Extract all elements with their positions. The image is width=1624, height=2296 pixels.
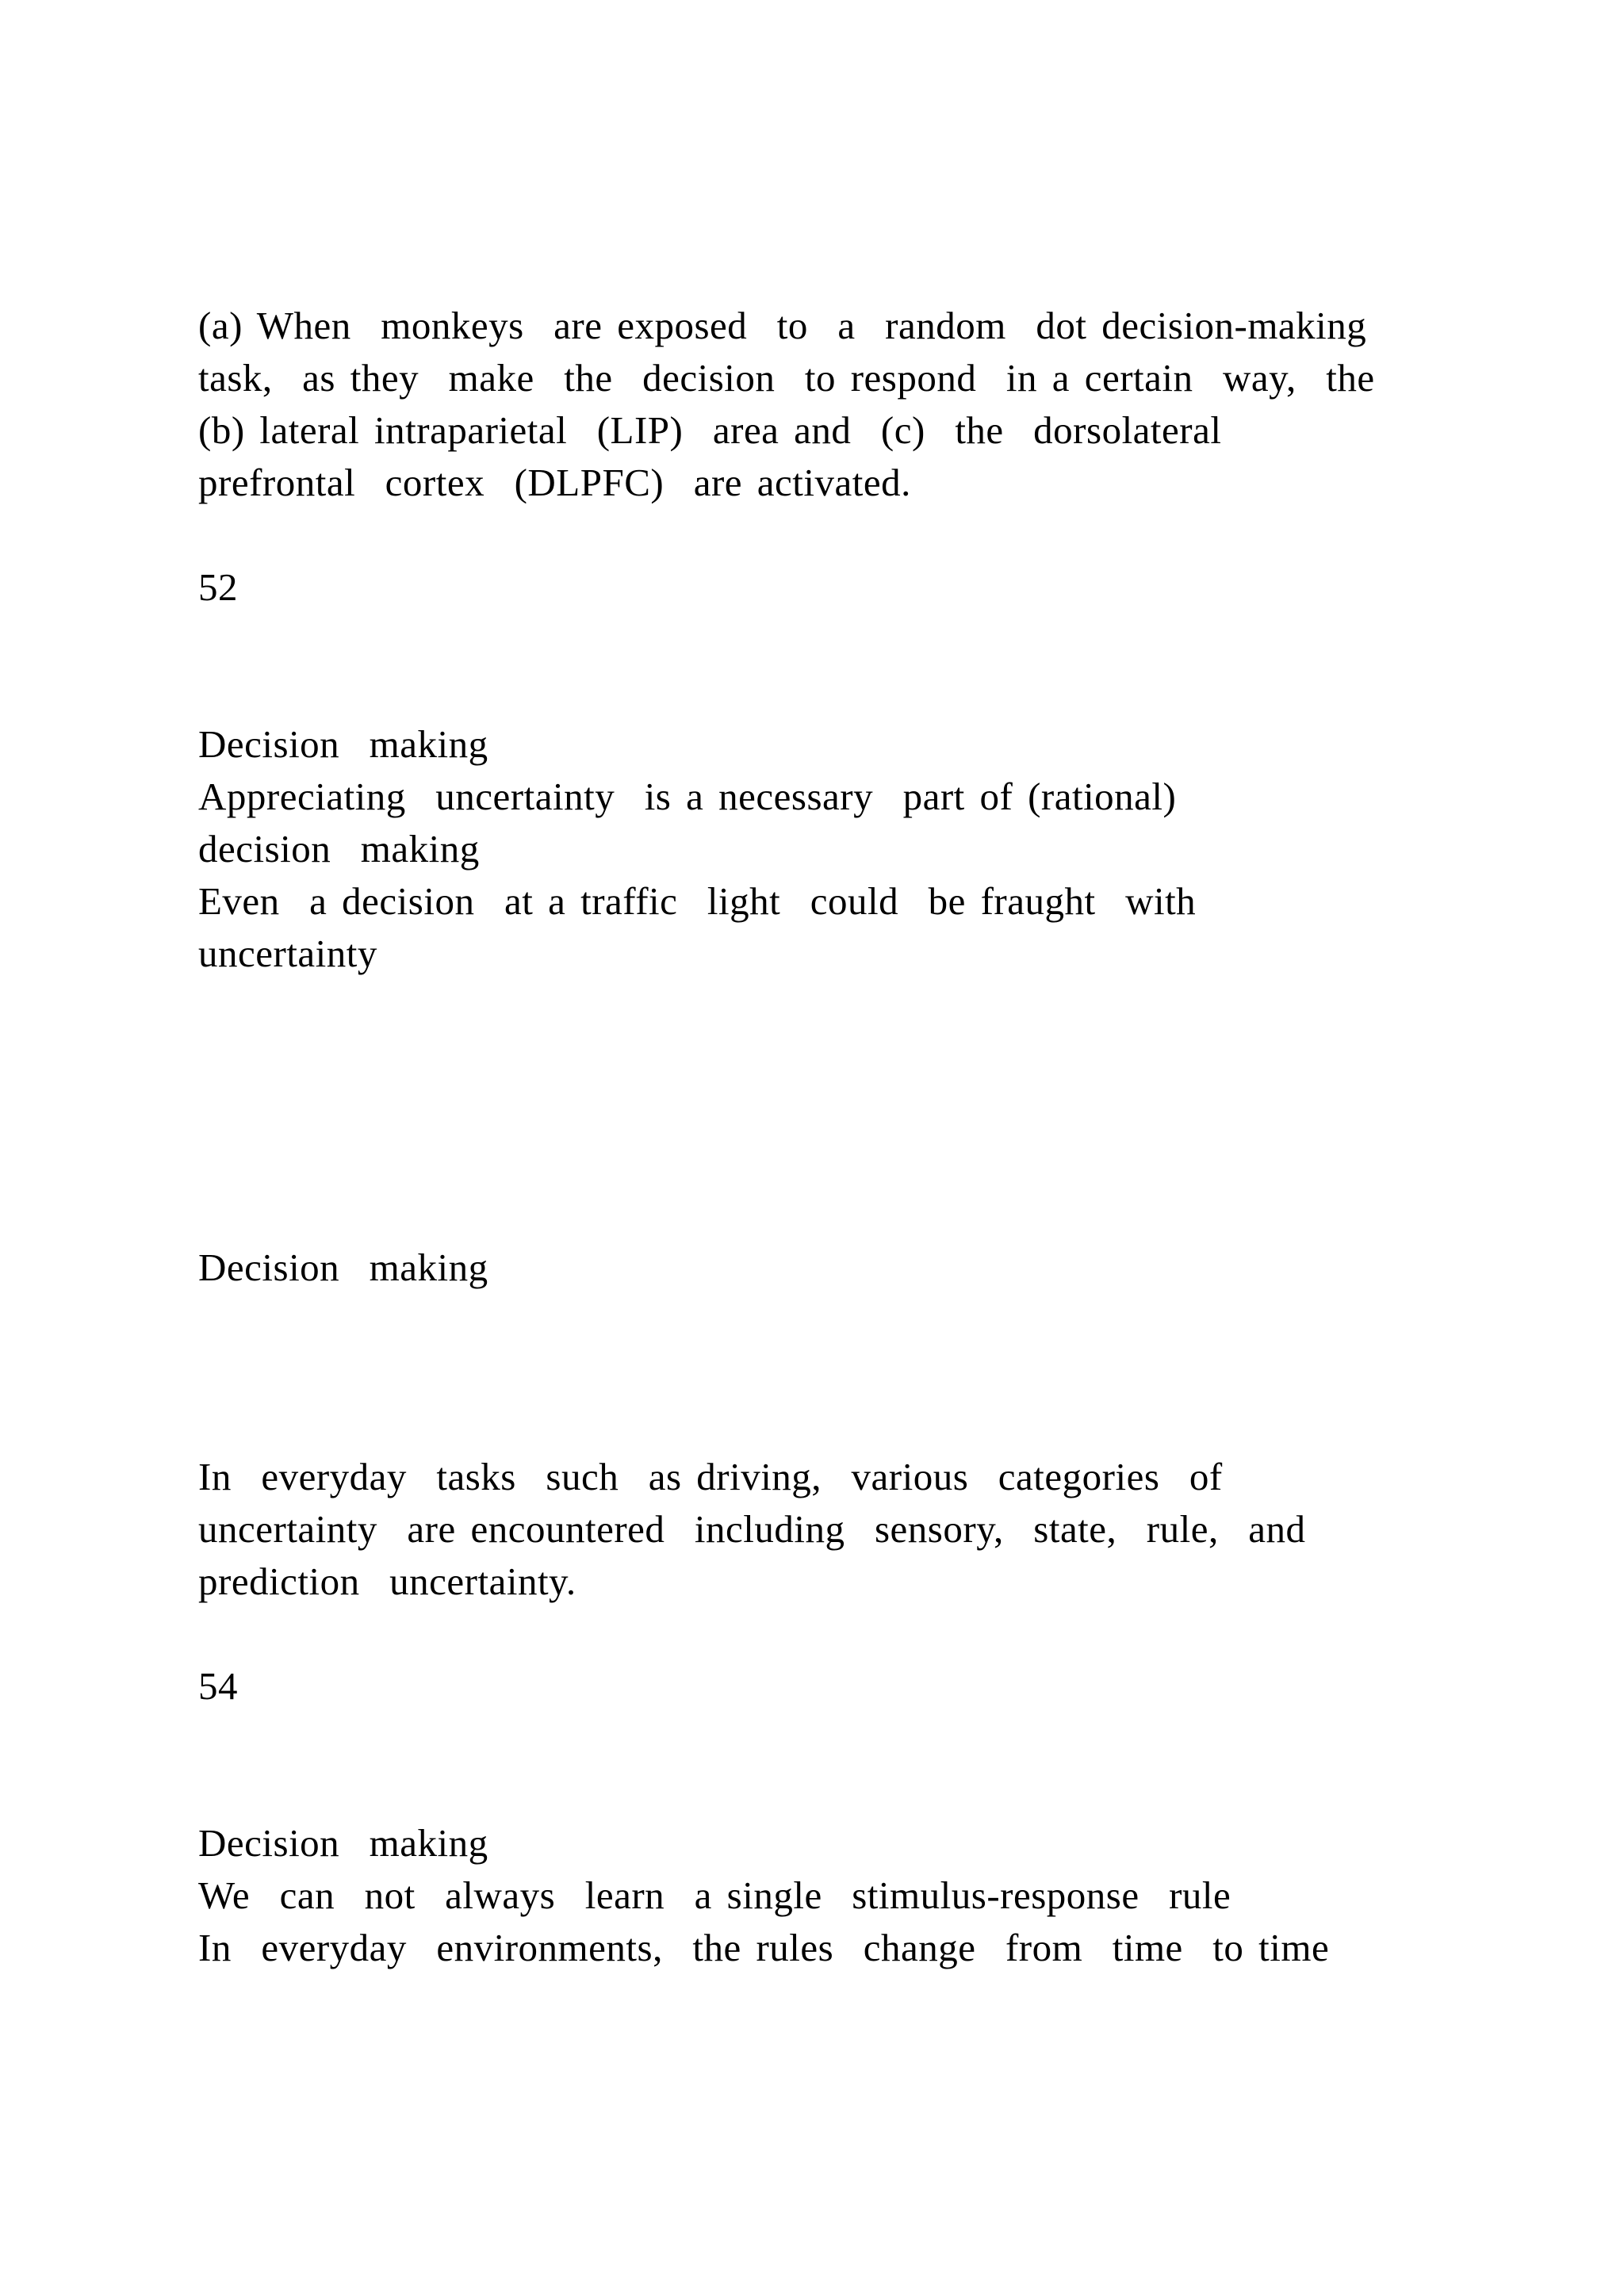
- caption-line: (b) lateral intraparietal (LIP) area and (c) the dorsolateral: [198, 408, 1222, 452]
- body-line: We can not always learn a single stimulus-response rule: [198, 1873, 1231, 1917]
- slide-number: 54: [198, 1664, 238, 1708]
- body-line: In everyday environments, the rules change from time to time: [198, 1926, 1330, 1969]
- slide-number: 52: [198, 565, 238, 609]
- section-heading: Decision making: [198, 722, 488, 766]
- caption-line: (a) When monkeys are exposed to a random dot decision-making: [198, 304, 1367, 347]
- section-heading: Decision making: [198, 1246, 488, 1289]
- section-heading: Decision making: [198, 1821, 488, 1865]
- caption-line: prefrontal cortex (DLPFC) are activated.: [198, 461, 911, 504]
- body-line: Even a decision at a traffic light could be fraught with: [198, 879, 1197, 923]
- caption-line: prediction uncertainty.: [198, 1559, 576, 1603]
- caption-line: uncertainty are encountered including sensory, state, rule, and: [198, 1507, 1306, 1551]
- caption-line: task, as they make the decision to respond in a certain way, the: [198, 356, 1375, 400]
- body-line: decision making: [198, 827, 480, 871]
- body-line: Appreciating uncertainty is a necessary part of (rational): [198, 775, 1177, 818]
- body-line: uncertainty: [198, 932, 377, 975]
- caption-line: In everyday tasks such as driving, various categories of: [198, 1455, 1223, 1498]
